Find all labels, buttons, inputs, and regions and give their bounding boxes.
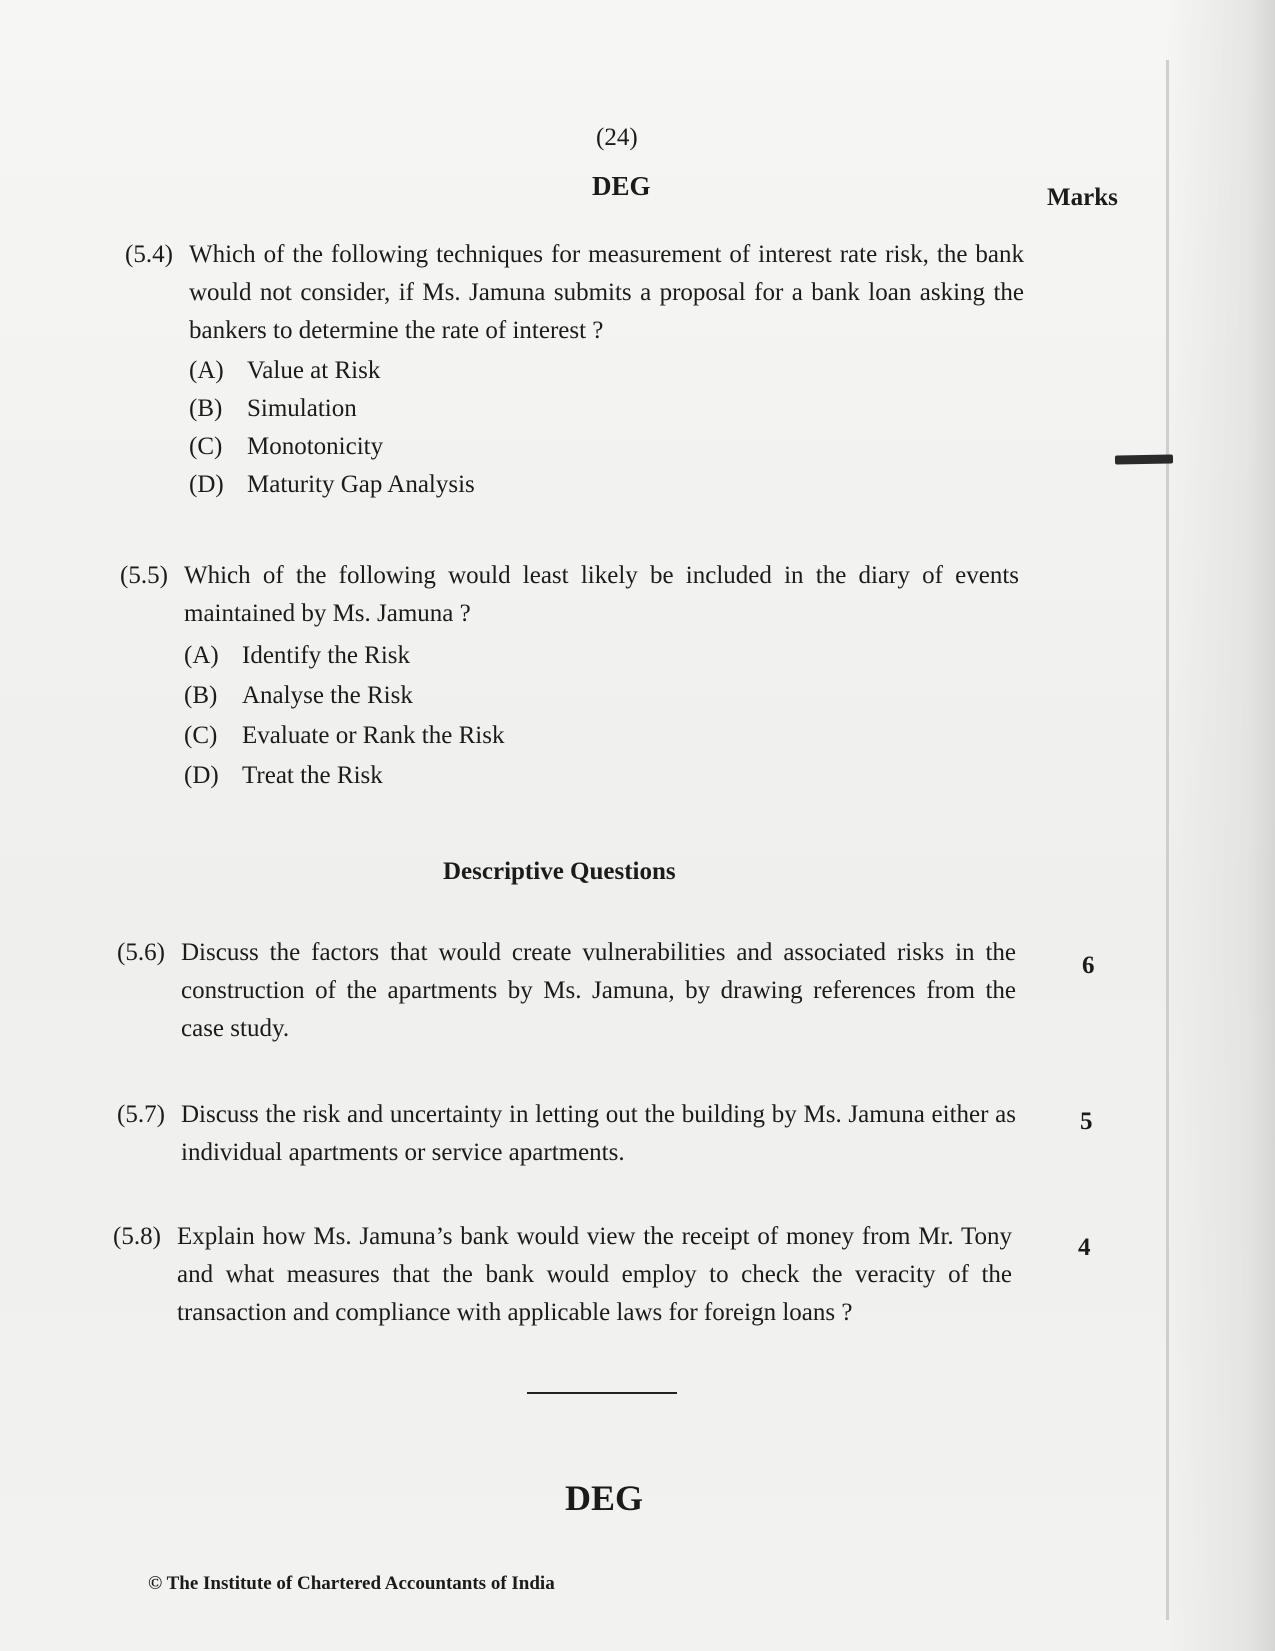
option-text: Identify the Risk bbox=[242, 642, 411, 669]
option-letter: (A) bbox=[189, 357, 224, 384]
question-text: Which of the following would least likely be included in the diary of events maintained by Ms. Jamuna ? bbox=[184, 562, 1019, 627]
page-number: (24) bbox=[596, 124, 638, 151]
option-text: Analyse the Risk bbox=[242, 682, 413, 709]
option-text: Monotonicity bbox=[247, 433, 384, 460]
section-title: Descriptive Questions bbox=[443, 858, 676, 885]
question-5-8 bbox=[113, 1218, 1023, 1338]
question-text: Which of the following techniques for measurement of interest rate risk, the bank would not consider, if Ms. Jamuna submits a proposal for a bank loan asking the bankers to determine the rate of interest ? bbox=[189, 241, 1024, 344]
question-number: (5.4) bbox=[125, 241, 173, 268]
marks-value: 5 bbox=[1080, 1108, 1093, 1135]
option-letter: (D) bbox=[184, 762, 219, 789]
question-text: Explain how Ms. Jamuna’s bank would view the receipt of money from Mr. Tony and what measures that the bank would employ to check the veracity of the transaction and compliance with applicable laws for foreign loans ? bbox=[177, 1223, 1012, 1326]
option-d bbox=[189, 466, 475, 504]
option-text: Evaluate or Rank the Risk bbox=[242, 722, 505, 749]
question-number: (5.8) bbox=[113, 1223, 161, 1250]
question-text: Discuss the risk and uncertainty in letting out the building by Ms. Jamuna either as individual apartments or service apartments. bbox=[181, 1101, 1016, 1166]
option-b bbox=[184, 677, 413, 715]
option-a bbox=[189, 352, 380, 390]
option-a bbox=[184, 637, 410, 675]
question-number: (5.6) bbox=[117, 939, 165, 966]
marks-column-header: Marks bbox=[1047, 184, 1118, 211]
copyright-notice: © The Institute of Chartered Accountants of India bbox=[148, 1573, 555, 1594]
option-c bbox=[184, 717, 504, 755]
option-c bbox=[189, 428, 383, 466]
question-5-6 bbox=[117, 934, 1027, 1054]
paper-code-header: DEG bbox=[592, 171, 651, 201]
question-text: Discuss the factors that would create vulnerabilities and associated risks in the construction of the apartments by Ms. Jamuna, by drawing references from the case study. bbox=[181, 939, 1016, 1042]
option-letter: (B) bbox=[184, 682, 218, 709]
option-letter: (C) bbox=[189, 433, 223, 460]
paper-code-footer: DEG bbox=[565, 1478, 644, 1518]
option-text: Maturity Gap Analysis bbox=[247, 471, 475, 498]
option-text: Simulation bbox=[247, 395, 357, 422]
option-text: Treat the Risk bbox=[242, 762, 383, 789]
end-rule bbox=[527, 1392, 677, 1394]
marks-value: 6 bbox=[1082, 952, 1095, 979]
option-letter: (A) bbox=[184, 642, 219, 669]
option-letter: (D) bbox=[189, 471, 224, 498]
option-letter: (B) bbox=[189, 395, 223, 422]
option-letter: (C) bbox=[184, 722, 218, 749]
marks-value: 4 bbox=[1078, 1234, 1091, 1261]
question-5-4 bbox=[125, 236, 1035, 506]
question-5-5 bbox=[120, 557, 1030, 797]
margin-ink-mark bbox=[1115, 454, 1173, 464]
question-number: (5.7) bbox=[117, 1101, 165, 1128]
question-number: (5.5) bbox=[120, 562, 168, 589]
option-text: Value at Risk bbox=[247, 357, 381, 384]
option-b bbox=[189, 390, 357, 428]
page-edge-shadow bbox=[1165, 0, 1275, 1651]
option-d bbox=[184, 757, 383, 795]
page-fold-line bbox=[1166, 60, 1169, 1620]
question-5-7 bbox=[117, 1096, 1027, 1176]
